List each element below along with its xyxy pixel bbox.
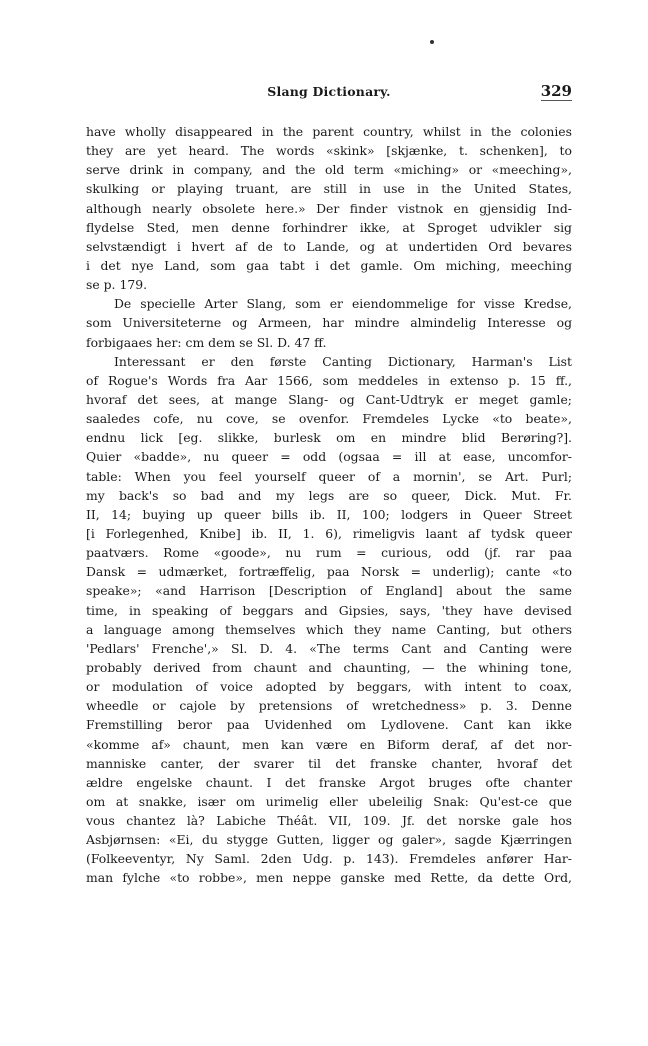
text-line: forbigaaes her: cm dem se Sl. D. 47 ff. [86,334,327,350]
text-line: speake»; «and Harrison [Description of England] about the same [86,583,572,599]
text-line: ældre engelske chaunt. I det franske Argot bruges ofte chanter [86,774,572,790]
text-line: probably derived from chaunt and chaunting, — the whining tone, [86,659,572,675]
text-line: Dansk = udmærket, fortræffelig, paa Norsk = underlig); cante «to [86,564,572,580]
text-line: saaledes cofe, nu cove, se ovenfor. Fremdeles Lycke «to beate», [86,411,572,427]
text-line: paatværs. Rome «goode», nu rum = curious, odd (jf. rar paa [86,545,572,561]
text-line: (Folkeeventyr, Ny Saml. 2den Udg. p. 143). Fremdeles anfører Har- [86,851,572,867]
text-line: man fylche «to robbe», men neppe ganske med Rette, da dette Ord, [86,870,572,886]
text-line: hvoraf det sees, at mange Slang- og Cant-Udtryk er meget gamle; [86,391,572,407]
text-line: som Universiteterne og Armeen, har mindre almindelig Interesse og [86,315,572,331]
text-line: Interessant er den første Canting Dictionary, Harman's List [114,353,572,369]
text-line: a language among themselves which they name Canting, but others [86,621,572,637]
text-line: om at snakke, især om urimelig eller ubeleilig Snak: Qu'est-ce que [86,793,572,809]
text-line: II, 14; buying up queer bills ib. II, 100; lodgers in Queer Street [86,506,572,522]
text-line: se p. 179. [86,277,148,293]
ink-speck [430,40,434,44]
text-line: endnu lick [eg. slikke, burlesk om en mindre blid Berøring?]. [86,430,572,446]
text-line: manniske canter, der svarer til det franske chanter, hvoraf det [86,755,572,771]
text-line: wheedle or cajole by pretensions of wretchedness» p. 3. Denne [86,698,572,714]
text-line: table: When you feel yourself queer of a mornin', se Art. Purl; [86,468,572,484]
text-line: flydelse Sted, men denne forhindrer ikke, at Sproget udvikler sig [86,219,572,235]
text-line: serve drink in company, and the old term «miching» or «meeching», [86,162,572,178]
text-line: although nearly obsolete here.» Der finder vistnok en gjensidig Ind- [86,200,572,216]
text-line: vous chantez là? Labiche Théât. VII, 109. Jf. det norske gale hos [86,813,572,829]
text-line: time, in speaking of beggars and Gipsies, says, 'they have devised [86,602,572,618]
page-header [86,84,572,106]
text-line: selvstændigt i hvert af de to Lande, og at undertiden Ord bevares [86,238,572,254]
text-line: have wholly disappeared in the parent country, whilst in the colonies [86,124,572,139]
text-line: they are yet heard. The words «skink» [skjænke, t. schenken], to [86,143,572,159]
text-line: 'Pedlars' Frenche',» Sl. D. 4. «The terms Cant and Canting were [86,640,572,656]
text-line: «komme af» chaunt, men kan være en Biform deraf, af det nor- [86,736,572,752]
text-line: Asbjørnsen: «Ei, du stygge Gutten, ligger og galer», sagde Kjærringen [86,832,572,848]
text-line: i det nye Land, som gaa tabt i det gamle. Om miching, meeching [86,257,572,273]
page-number: 329 [540,82,572,100]
text-line: or modulation of voice adopted by beggars, with intent to coax, [86,679,572,695]
text-line: my back's so bad and my legs are so queer, Dick. Mut. Fr. [86,487,572,503]
text-line: Quier «badde», nu queer = odd (ogsaa = ill at ease, uncomfor- [86,449,572,465]
running-title: Slang Dictionary. [267,84,391,99]
text-line: skulking or playing truant, are still in use in the United States, [86,181,572,197]
text-line: Fremstilling beror paa Uvidenhed om Lydlovene. Cant kan ikke [86,717,572,733]
body-text [86,122,572,888]
text-line: [i Forlegenhed, Knibe] ib. II, 1. 6), rimeligvis laant af tydsk queer [86,525,572,541]
text-line: of Rogue's Words fra Aar 1566, som meddeles in extenso p. 15 ff., [86,372,572,388]
text-line: De specielle Arter Slang, som er eiendommelige for visse Kredse, [114,296,572,312]
